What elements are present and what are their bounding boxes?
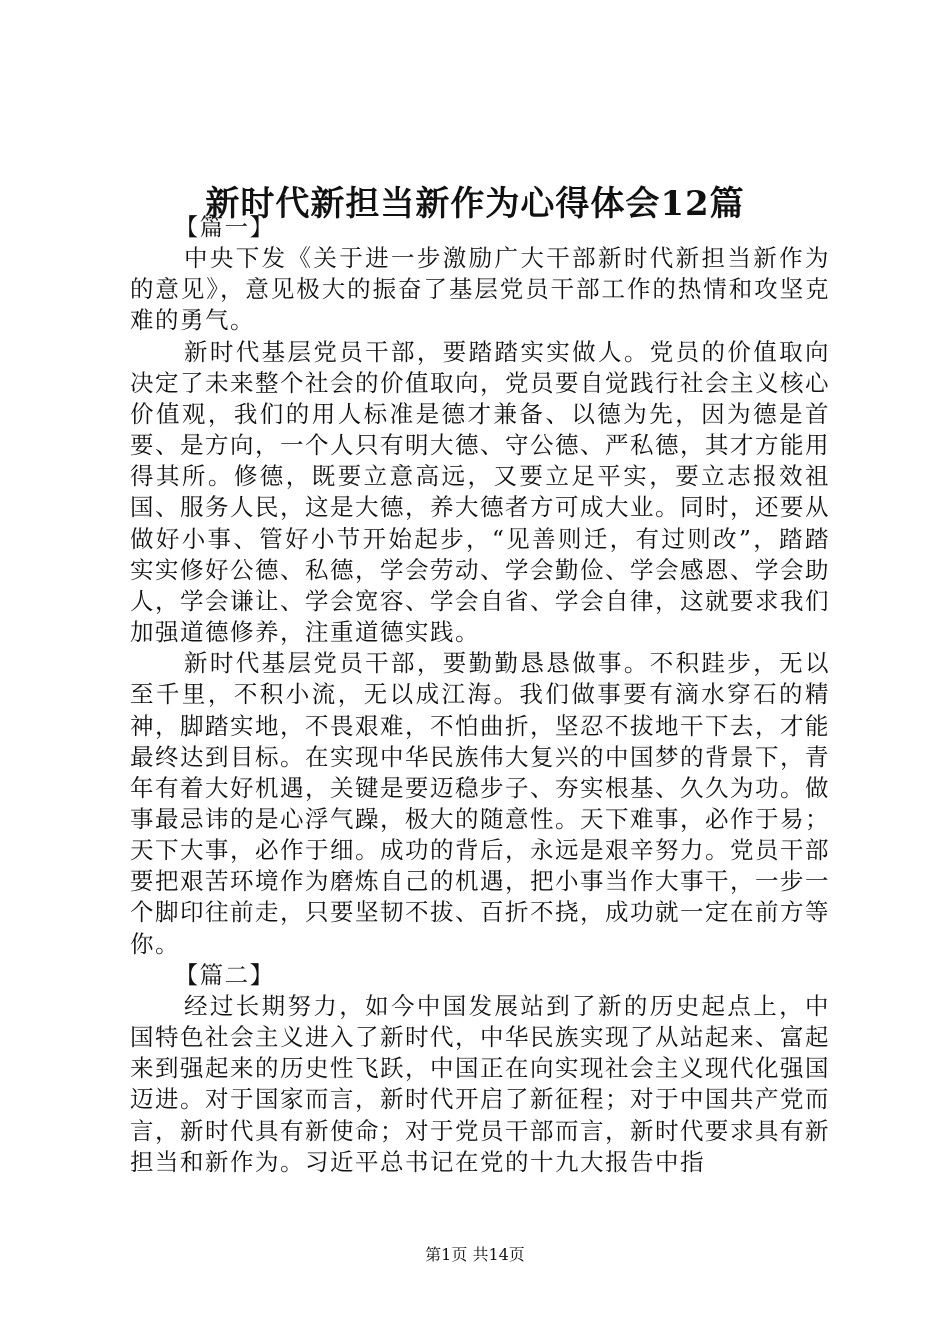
section-label-1: 【篇一】	[174, 213, 275, 241]
page-footer: 第1页 共14页	[425, 1245, 525, 1264]
paragraph-2-1: 经过长期努力，如今中国发展站到了新的历史起点上，中国特色社会主义进入了新时代，中华民族实现了从站起来、富起来到强起来的历史性飞跃，中国正在向实现社会主义现代化强国迈进。对于国家而言，新时代开启了新征程；对于中国共产党而言，新时代具有新使命；对于党员干部而言，新时代要求具有新担当和新作为。习近平总书记在党的十九大报告中指	[130, 991, 830, 1176]
section-label-2: 【篇二】	[174, 960, 275, 989]
paragraph-1-3: 新时代基层党员干部，要勤勤恳恳做事。不积跬步，无以至千里，不积小流，无以成江海。我们做事要有滴水穿石的精神，脚踏实地，不畏艰难，不怕曲折，坚忍不拔地干下去，才能最终达到目标。在实现中华民族伟大复兴的中国梦的背景下，青年有着大好机遇，关键是要迈稳步子、夯实根基、久久为功。做事最忌讳的是心浮气躁，极大的随意性。天下难事，必作于易；天下大事，必作于细。成功的背后，永远是艰辛努力。党员干部要把艰苦环境作为磨炼自己的机遇，把小事当作大事干，一步一个脚印往前走，只要坚韧不拔、百折不挠，成功就一定在前方等你。	[130, 649, 830, 958]
document-title: 新时代新担当新作为心得体会12篇	[205, 183, 745, 224]
paragraph-1-1: 中央下发《关于进一步激励广大干部新时代新担当新作为的意见》，意见极大的振奋了基层党员干部工作的热情和攻坚克难的勇气。	[130, 244, 830, 335]
paragraph-1-2: 新时代基层党员干部，要踏踏实实做人。党员的价值取向决定了未来整个社会的价值取向，党员要自觉践行社会主义核心价值观，我们的用人标准是德才兼备、以德为先，因为德是首要、是方向，一个人只有明大德、守公德、严私德，其才方能用得其所。修德，既要立意高远，又要立足平实，要立志报效祖国、服务人民，这是大德，养大德者方可成大业。同时，还要从做好小事、管好小节开始起步，“见善则迁，有过则改”，踏踏实实修好公德、私德，学会劳动、学会勤俭、学会感恩、学会助人，学会谦让、学会宽容、学会自省、学会自律，这就要求我们加强道德修养，注重道德实践。	[130, 337, 830, 647]
document-body	[130, 212, 830, 1178]
